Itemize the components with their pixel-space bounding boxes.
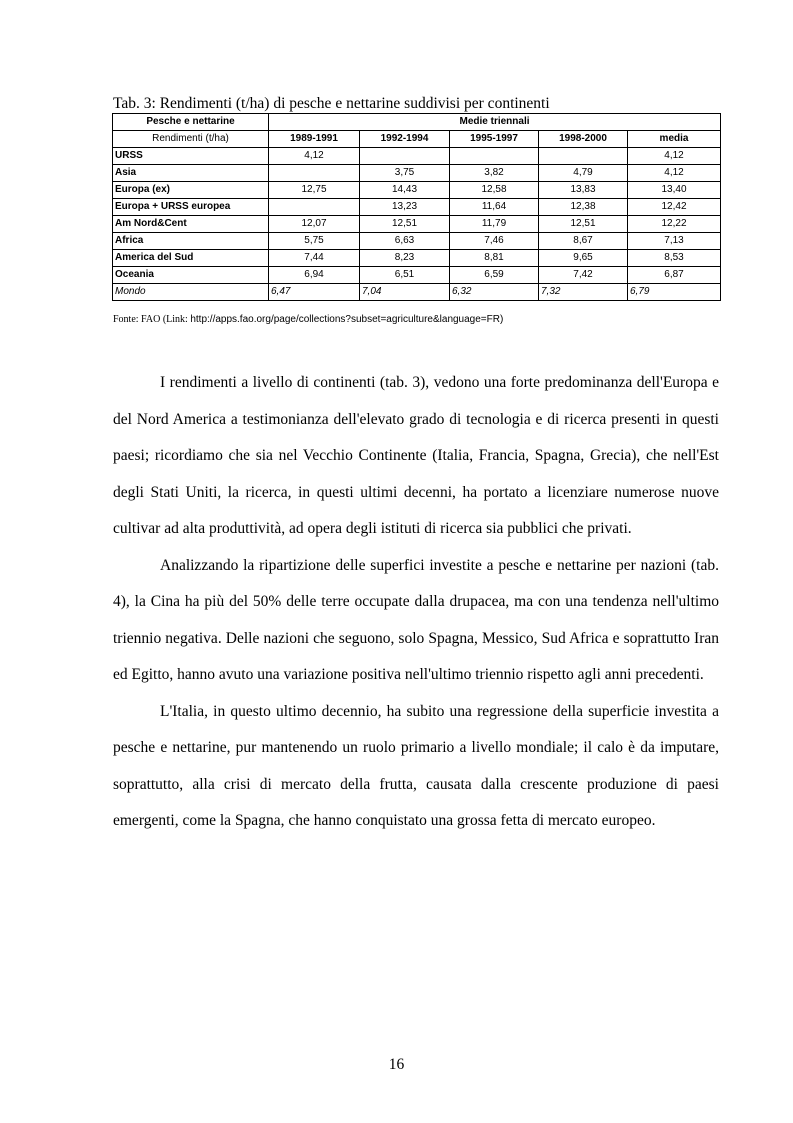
- row-label: Africa: [113, 233, 269, 250]
- table-cell: 8,81: [450, 250, 539, 267]
- source-link: http://apps.fao.org/page/collections?subset=agriculture&language=FR): [190, 314, 504, 325]
- world-row: [113, 284, 721, 301]
- world-label: Mondo: [113, 284, 269, 301]
- table-cell: 12,22: [628, 216, 721, 233]
- table-cell: 13,23: [360, 199, 450, 216]
- group-header: Medie triennali: [269, 114, 721, 131]
- world-value: 6,79: [628, 284, 721, 301]
- table-cell: 13,83: [539, 182, 628, 199]
- table-cell: 12,51: [360, 216, 450, 233]
- corner-header: Pesche e nettarine: [113, 114, 269, 131]
- row-label: Oceania: [113, 267, 269, 284]
- table-cell: 13,40: [628, 182, 721, 199]
- source-prefix: Fonte: FAO (Link:: [113, 314, 188, 325]
- table-row: [113, 233, 721, 250]
- table-subheader-row: [113, 131, 721, 148]
- paragraph: I rendimenti a livello di continenti (tab. 3), vedono una forte predominanza dell'Europa e del Nord America a testimonianza dell'elevato grado di tecnologia e di ricerca presenti in questi paesi; ricordiamo che sia nel Vecchio Continente (Italia, Francia, Spagna, Grecia), che nell'Est degli Stati Uniti, la ricerca, in questi ultimi decenni, ha portato a licenziare numerose nuove cultivar ad alta produttività, ad opera degli istituti di ricerca sia pubblici che privati.: [113, 374, 719, 537]
- table-cell: [269, 199, 360, 216]
- row-label: URSS: [113, 148, 269, 165]
- world-value: 7,32: [539, 284, 628, 301]
- table-cell: 6,51: [360, 267, 450, 284]
- table-cell: 12,42: [628, 199, 721, 216]
- body-text: [113, 365, 719, 840]
- column-header: 1992-1994: [360, 131, 450, 148]
- table-cell: 11,64: [450, 199, 539, 216]
- row-label: Am Nord&Cent: [113, 216, 269, 233]
- sub-header: Rendimenti (t/ha): [113, 131, 269, 148]
- table-source: [113, 314, 503, 326]
- table-row: [113, 216, 721, 233]
- table-header-row: [113, 114, 721, 131]
- table-cell: 14,43: [360, 182, 450, 199]
- table-cell: 7,46: [450, 233, 539, 250]
- row-label: Asia: [113, 165, 269, 182]
- table-cell: 3,82: [450, 165, 539, 182]
- table-cell: [539, 148, 628, 165]
- table-cell: 6,94: [269, 267, 360, 284]
- table-cell: 12,38: [539, 199, 628, 216]
- table-cell: 4,12: [628, 148, 721, 165]
- table-cell: 12,75: [269, 182, 360, 199]
- table-cell: 5,75: [269, 233, 360, 250]
- page-number: 16: [388, 1056, 405, 1073]
- table-cell: [269, 165, 360, 182]
- row-label: Europa (ex): [113, 182, 269, 199]
- table-body: [113, 148, 721, 284]
- world-value: 6,32: [450, 284, 539, 301]
- table-cell: 6,87: [628, 267, 721, 284]
- column-header: 1998-2000: [539, 131, 628, 148]
- yields-table: [112, 113, 721, 301]
- table-cell: 8,23: [360, 250, 450, 267]
- column-header: media: [628, 131, 721, 148]
- table-cell: 7,44: [269, 250, 360, 267]
- table-cell: 9,65: [539, 250, 628, 267]
- table-cell: 6,63: [360, 233, 450, 250]
- row-label: Europa + URSS europea: [113, 199, 269, 216]
- table-cell: 12,58: [450, 182, 539, 199]
- table-cell: 4,12: [628, 165, 721, 182]
- table-cell: 12,51: [539, 216, 628, 233]
- table-cell: 8,53: [628, 250, 721, 267]
- table-cell: 8,67: [539, 233, 628, 250]
- row-label: America del Sud: [113, 250, 269, 267]
- table-cell: 11,79: [450, 216, 539, 233]
- table-cell: 4,12: [269, 148, 360, 165]
- table-cell: [360, 148, 450, 165]
- table-row: [113, 148, 721, 165]
- table-row: [113, 199, 721, 216]
- table-cell: [450, 148, 539, 165]
- table-row: [113, 267, 721, 284]
- table-cell: 3,75: [360, 165, 450, 182]
- table-cell: 12,07: [269, 216, 360, 233]
- paragraph: L'Italia, in questo ultimo decennio, ha subito una regressione della superficie investita a pesche e nettarine, pur mantenendo un ruolo primario a livello mondiale; il calo è da imputare, soprattutto, alla crisi di mercato della frutta, causata dalla crescente produzione di paesi emergenti, come la Spagna, che hanno conquistato una grossa fetta di mercato europeo.: [113, 702, 719, 829]
- paragraph: Analizzando la ripartizione delle superfici investite a pesche e nettarine per nazioni (tab. 4), la Cina ha più del 50% delle terre occupate dalla drupacea, ma con una tendenza nell'ultimo triennio negativa. Delle nazioni che seguono, solo Spagna, Messico, Sud Africa e soprattutto Iran ed Egitto, hanno avuto una variazione positiva nell'ultimo triennio rispetto agli anni precedenti.: [113, 556, 719, 683]
- table-row: [113, 250, 721, 267]
- column-header: 1989-1991: [269, 131, 360, 148]
- table-cell: 6,59: [450, 267, 539, 284]
- world-value: 6,47: [269, 284, 360, 301]
- column-header: 1995-1997: [450, 131, 539, 148]
- table-row: [113, 182, 721, 199]
- table-caption: Tab. 3: Rendimenti (t/ha) di pesche e nettarine suddivisi per continenti: [113, 95, 550, 112]
- table-row: [113, 165, 721, 182]
- table-cell: 4,79: [539, 165, 628, 182]
- table-cell: 7,42: [539, 267, 628, 284]
- table-cell: 7,13: [628, 233, 721, 250]
- world-value: 7,04: [360, 284, 450, 301]
